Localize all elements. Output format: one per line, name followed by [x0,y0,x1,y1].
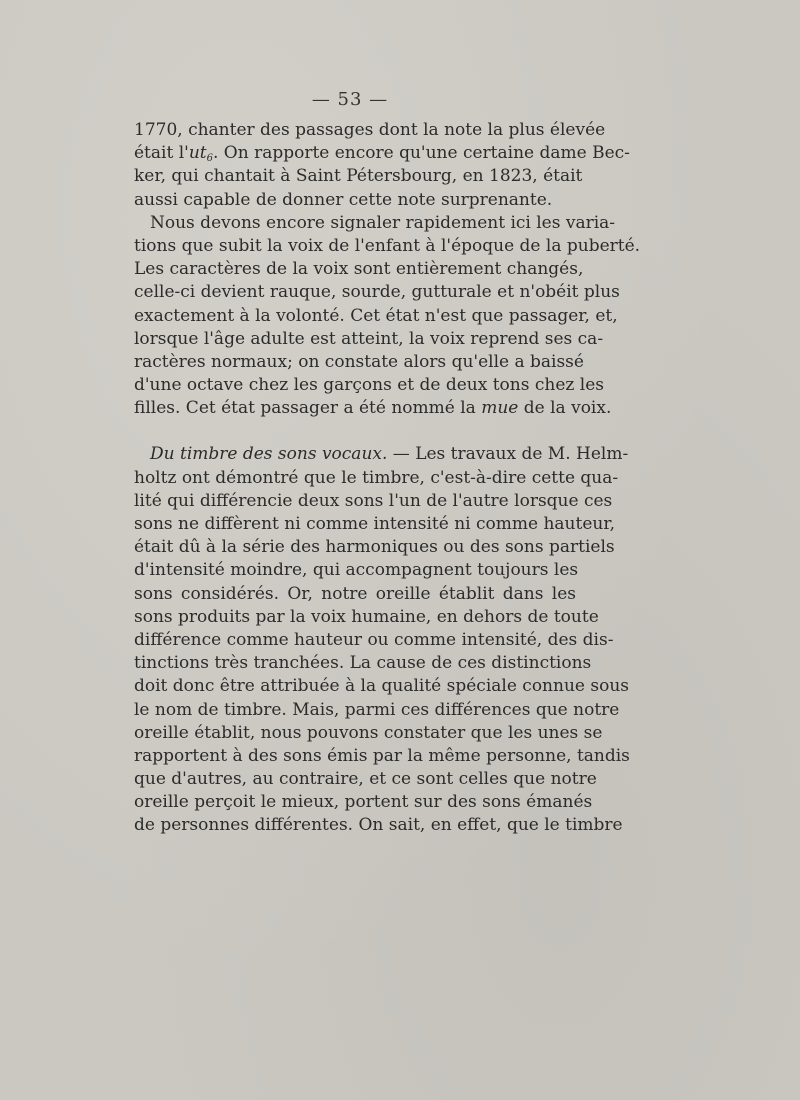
text-line: que d'autres, au contraire, et ce sont celles que notre [134,769,597,790]
body-text [134,119,641,838]
text-line: sons considérés. Or, notre oreille établit dans les [134,583,576,604]
text-line: 1770, chanter des passages dont la note la plus élevée [134,120,606,140]
text-line: d'intensité moindre, qui accompagnent toujours les [134,560,579,581]
text-line: filles. Cet état passager a été nommé la mue de la voix. [134,398,612,419]
text-line: lité qui différencie deux sons l'un de l'autre lorsque ces [134,490,613,511]
text-line: sons ne diffèrent ni comme intensité ni comme hauteur, [134,514,615,534]
section-heading-line: Du timbre des sons vocaux. — Les travaux de M. Helm- [150,444,629,465]
text-line: était dû à la série des harmoniques ou des sons partiels [134,537,615,558]
text-line: aussi capable de donner cette note surprenante. [134,189,553,210]
text-line: ker, qui chantait à Saint Pétersbourg, en 1823, était [134,166,583,187]
text-line: holtz ont démontré que le timbre, c'est-à-dire cette qua- [134,467,619,488]
paragraph-3 [134,443,630,837]
text-line: doit donc être attribuée à la qualité spéciale connue sous [134,676,629,697]
text-line: sons produits par la voix humaine, en dehors de toute [134,606,599,627]
text-line: Nous devons encore signaler rapidement ici les varia- [150,212,616,233]
page-number: — 53 — [311,89,389,110]
text-line: d'une octave chez les garçons et de deux tons chez les [134,375,604,396]
text-line: différence comme hauteur ou comme intensité, des dis- [134,629,614,650]
text-line: ractères normaux; on constate alors qu'elle a baissé [134,351,584,372]
text-line: oreille perçoit le mieux, portent sur des sons émanés [134,792,593,813]
text-line: celle-ci devient rauque, sourde, gutturale et n'obéit plus [134,282,620,303]
text-line: tinctions très tranchées. La cause de ces distinctions [134,653,592,674]
paragraph-gap [134,420,576,443]
text-line: de personnes différentes. On sait, en effet, que le timbre [134,815,623,836]
section-heading: Du timbre des sons vocaux. [150,444,388,465]
text-line: oreille établit, nous pouvons constater que les unes se [134,722,603,743]
text-line: le nom de timbre. Mais, parmi ces différences que notre [134,699,620,720]
text-line: était $l'ut_6$. On rapporte encore qu'une certaine dame Bec- [134,143,630,165]
text-line: tions que subit la voix de l'enfant à l'époque de la puberté. [134,235,641,256]
text-line: rapportent à des sons émis par la même personne, tandis [134,745,630,766]
text-line: exactement à la volonté. Cet état n'est que passager, et, [134,305,618,326]
paragraph-1 [134,119,630,212]
text-line: lorsque l'âge adulte est atteint, la voix reprend ses ca- [134,328,604,349]
text-line: Les caractères de la voix sont entièrement changés, [134,259,584,280]
paragraph-2 [134,212,641,421]
